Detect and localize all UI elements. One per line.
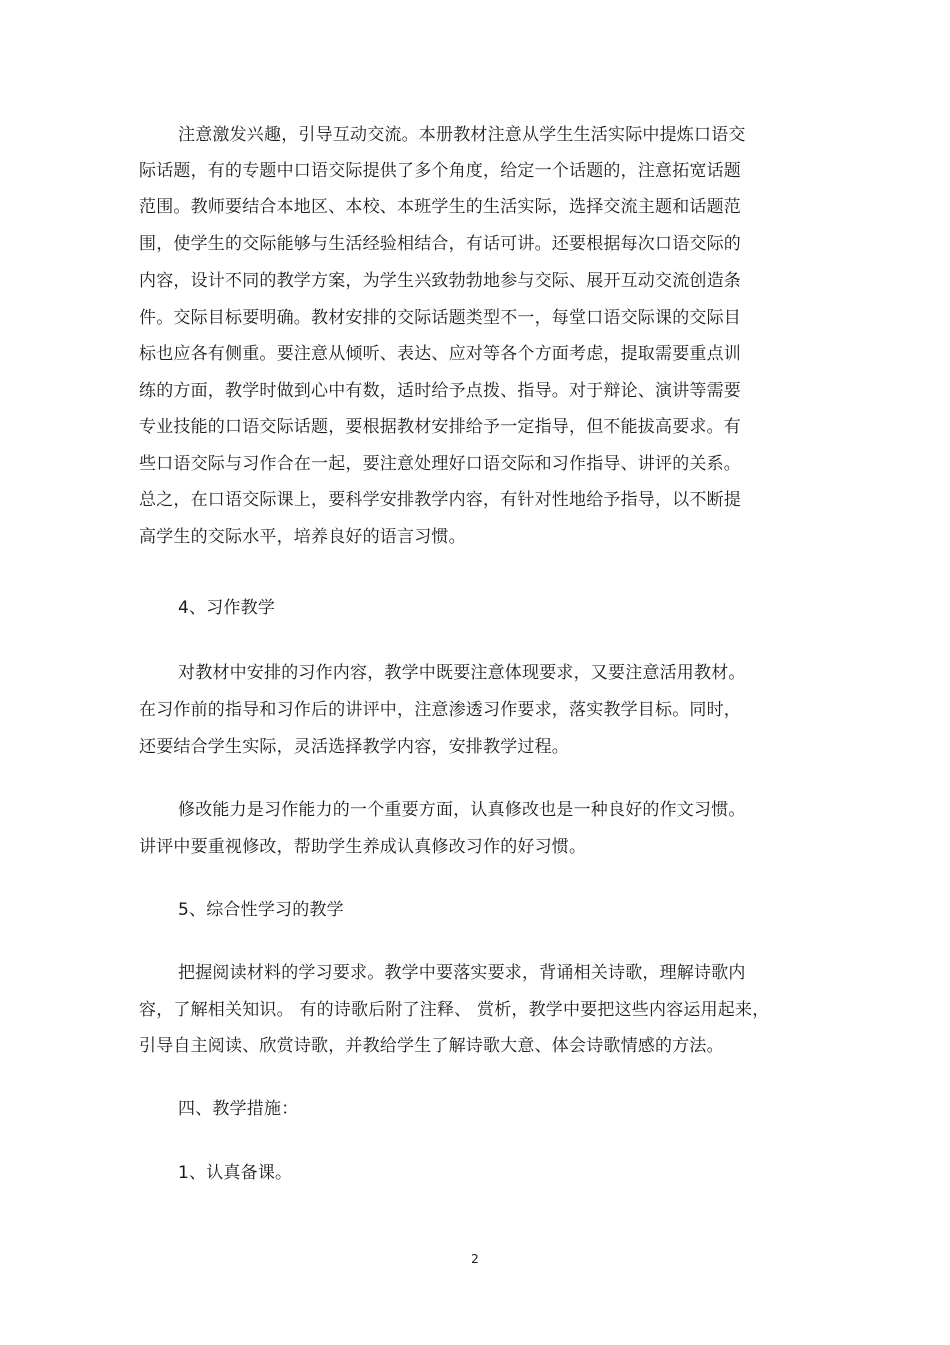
section-heading-writing: 4、习作教学 [178, 598, 276, 618]
text-line: 专业技能的口语交际话题，要根据教材安排给予一定指导，但不能拔高要求。有 [139, 417, 741, 437]
text-line: 对教材中安排的习作内容，教学中既要注意体现要求，又要注意活用教材。 [178, 663, 746, 683]
section-heading-comprehensive: 5、综合性学习的教学 [178, 900, 344, 920]
text-line: 际话题，有的专题中口语交际提供了多个角度，给定一个话题的，注意拓宽话题 [139, 161, 741, 181]
text-line: 范围。教师要结合本地区、本校、本班学生的生活实际，选择交流主题和话题范 [139, 197, 741, 217]
page-number: 2 [471, 1252, 479, 1266]
text-line: 容，了解相关知识。 有的诗歌后附了注释、 赏析，教学中要把这些内容运用起来， [139, 1000, 770, 1020]
text-line: 高学生的交际水平，培养良好的语言习惯。 [139, 527, 466, 547]
text-line: 件。交际目标要明确。教材安排的交际话题类型不一，每堂口语交际课的交际目 [139, 308, 741, 328]
text-line: 总之，在口语交际课上，要科学安排教学内容，有针对性地给予指导，以不断提 [139, 490, 741, 510]
subsection-heading-prepare: 1、认真备课。 [178, 1163, 293, 1183]
text-line: 标也应各有侧重。要注意从倾听、表达、应对等各个方面考虑，提取需要重点训 [139, 344, 741, 364]
text-line: 讲评中要重视修改，帮助学生养成认真修改习作的好习惯。 [139, 837, 587, 857]
text-line: 把握阅读材料的学习要求。教学中要落实要求，背诵相关诗歌，理解诗歌内 [178, 963, 746, 983]
text-line: 引导自主阅读、欣赏诗歌，并教给学生了解诗歌大意、体会诗歌情感的方法。 [139, 1036, 724, 1056]
text-line: 围，使学生的交际能够与生活经验相结合，有话可讲。还要根据每次口语交际的 [139, 234, 741, 254]
text-line: 还要结合学生实际，灵活选择教学内容，安排教学过程。 [139, 737, 569, 757]
text-line: 在习作前的指导和习作后的讲评中，注意渗透习作要求，落实教学目标。同时， [139, 700, 741, 720]
text-line: 注意激发兴趣，引导互动交流。本册教材注意从学生生活实际中提炼口语交 [178, 125, 746, 145]
text-line: 些口语交际与习作合在一起，要注意处理好口语交际和习作指导、讲评的关系。 [139, 454, 741, 474]
text-line: 修改能力是习作能力的一个重要方面，认真修改也是一种良好的作文习惯。 [178, 800, 746, 820]
section-heading-measures: 四、教学措施： [178, 1099, 299, 1119]
text-line: 练的方面，教学时做到心中有数，适时给予点拨、指导。对于辩论、演讲等需要 [139, 381, 741, 401]
text-line: 内容，设计不同的教学方案，为学生兴致勃勃地参与交际、展开互动交流创造条 [139, 271, 741, 291]
